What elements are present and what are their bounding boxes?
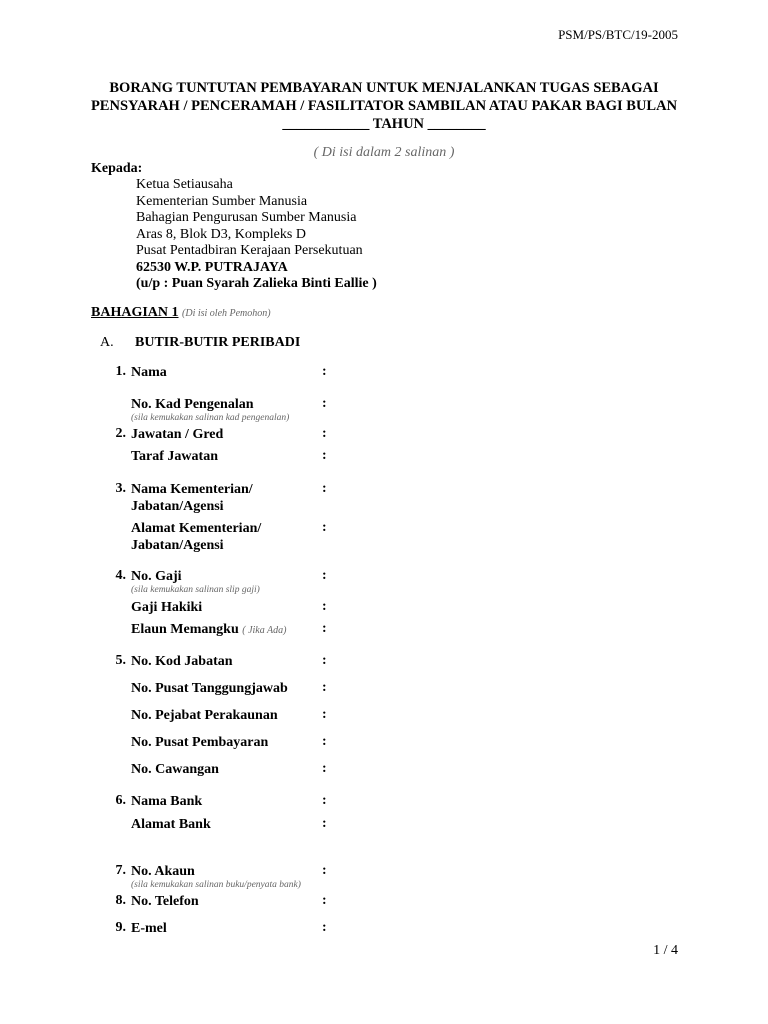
field-label bbox=[131, 364, 167, 381]
field-label bbox=[131, 599, 202, 616]
field-label bbox=[131, 793, 202, 810]
field-label bbox=[131, 761, 219, 778]
copies-note: ( Di isi dalam 2 salinan ) bbox=[313, 145, 455, 160]
field-label-text: Taraf Jawatan bbox=[131, 449, 218, 464]
field-label-text: Alamat Bank bbox=[131, 817, 211, 832]
field-value-colon[interactable]: : bbox=[322, 816, 327, 831]
field-label-text: No. Pusat Pembayaran bbox=[131, 735, 269, 750]
field-hint: (sila kemukakan salinan kad pengenalan) bbox=[131, 413, 290, 423]
field-label-text: Jawatan / Gred bbox=[131, 427, 224, 442]
field-optional-note: ( Jika Ada) bbox=[242, 625, 287, 636]
field-value-colon[interactable]: : bbox=[322, 680, 327, 695]
field-label-text: No. Pejabat Perakaunan bbox=[131, 708, 278, 723]
field-label-text: Nama bbox=[131, 365, 167, 380]
address-line: Bahagian Pengurusan Sumber Manusia bbox=[136, 210, 357, 225]
field-value-colon[interactable]: : bbox=[322, 920, 327, 935]
field-number: 2. bbox=[115, 426, 126, 441]
subsection-title: BUTIR-BUTIR PERIBADI bbox=[135, 335, 301, 350]
field-value-colon[interactable]: : bbox=[322, 621, 327, 636]
address-postcode: 62530 W.P. PUTRAJAYA bbox=[136, 259, 288, 275]
section-title: BAHAGIAN 1 bbox=[91, 305, 179, 320]
field-label-text: E-mel bbox=[131, 921, 167, 936]
recipient-address bbox=[136, 177, 377, 293]
field-label-text: Alamat Kementerian/ bbox=[131, 521, 262, 536]
field-label bbox=[131, 621, 287, 639]
field-value-colon[interactable]: : bbox=[322, 426, 327, 441]
field-hint: (sila kemukakan salinan slip gaji) bbox=[131, 585, 260, 595]
field-value-colon[interactable]: : bbox=[322, 707, 327, 722]
field-label-text: No. Cawangan bbox=[131, 762, 219, 777]
form-title-line-3: ____________ TAHUN ________ bbox=[282, 116, 486, 132]
field-label bbox=[131, 920, 167, 937]
field-label bbox=[131, 893, 199, 910]
field-label-text: Jabatan/Agensi bbox=[131, 538, 224, 553]
field-label bbox=[131, 568, 182, 585]
field-label bbox=[131, 426, 223, 443]
field-value-colon[interactable]: : bbox=[322, 481, 327, 496]
field-value-colon[interactable]: : bbox=[322, 520, 327, 535]
field-value-colon[interactable]: : bbox=[322, 863, 327, 878]
field-value-colon[interactable]: : bbox=[322, 568, 327, 583]
field-label bbox=[131, 481, 253, 515]
form-title-line-1: BORANG TUNTUTAN PEMBAYARAN UNTUK MENJALANKAN TUGAS SEBAGAI bbox=[109, 80, 659, 96]
field-number: 5. bbox=[115, 653, 126, 668]
field-label-text: Elaun Memangku bbox=[131, 622, 239, 637]
field-label-text: No. Pusat Tanggungjawab bbox=[131, 681, 288, 696]
field-label-text: No. Kad Pengenalan bbox=[131, 397, 254, 412]
field-number: 6. bbox=[115, 793, 126, 808]
field-label-text: Nama Kementerian/ bbox=[131, 482, 253, 497]
form-reference-code: PSM/PS/BTC/19-2005 bbox=[558, 27, 678, 42]
field-value-colon[interactable]: : bbox=[322, 793, 327, 808]
subsection-letter: A. bbox=[100, 335, 114, 350]
field-value-colon[interactable]: : bbox=[322, 599, 327, 614]
field-value-colon[interactable]: : bbox=[322, 761, 327, 776]
field-value-colon[interactable]: : bbox=[322, 653, 327, 668]
field-value-colon[interactable]: : bbox=[322, 893, 327, 908]
recipient-label: Kepada: bbox=[91, 161, 143, 176]
subsection-heading bbox=[100, 335, 300, 351]
field-value-colon[interactable]: : bbox=[322, 448, 327, 463]
section-note: (Di isi oleh Pemohon) bbox=[182, 308, 271, 319]
field-number: 1. bbox=[115, 364, 126, 379]
field-label bbox=[131, 734, 268, 751]
field-label-text: Nama Bank bbox=[131, 794, 203, 809]
address-line: Ketua Setiausaha bbox=[136, 177, 233, 192]
page-number: 1 / 4 bbox=[653, 943, 678, 958]
field-label bbox=[131, 816, 211, 833]
field-label bbox=[131, 680, 288, 697]
field-label-text: No. Kod Jabatan bbox=[131, 654, 233, 669]
field-label bbox=[131, 707, 278, 724]
field-value-colon[interactable]: : bbox=[322, 734, 327, 749]
field-number: 9. bbox=[115, 920, 126, 935]
field-number: 4. bbox=[115, 568, 126, 583]
field-label-text: No. Gaji bbox=[131, 569, 182, 584]
address-line: Kementerian Sumber Manusia bbox=[136, 193, 308, 209]
field-label-text: Gaji Hakiki bbox=[131, 600, 203, 615]
field-label-text: No. Akaun bbox=[131, 864, 195, 879]
field-label bbox=[131, 520, 261, 554]
field-number: 8. bbox=[115, 893, 126, 908]
field-label bbox=[131, 396, 254, 413]
field-number: 3. bbox=[115, 481, 126, 496]
field-value-colon[interactable]: : bbox=[322, 396, 327, 411]
section-heading bbox=[91, 305, 271, 321]
field-label bbox=[131, 653, 233, 670]
field-value-colon[interactable]: : bbox=[322, 364, 327, 379]
field-label bbox=[131, 448, 218, 465]
field-label bbox=[131, 863, 195, 880]
form-title-line-2: PENSYARAH / PENCERAMAH / FASILITATOR SAMBILAN ATAU PAKAR BAGI BULAN bbox=[90, 98, 678, 114]
field-number: 7. bbox=[115, 863, 126, 878]
field-label-text: Jabatan/Agensi bbox=[131, 499, 224, 514]
address-attention: (u/p : Puan Syarah Zalieka Binti Eallie ) bbox=[136, 276, 377, 291]
field-label-text: No. Telefon bbox=[131, 894, 199, 909]
address-line: Pusat Pentadbiran Kerajaan Persekutuan bbox=[136, 243, 363, 258]
address-line: Aras 8, Blok D3, Kompleks D bbox=[136, 226, 306, 242]
field-hint: (sila kemukakan salinan buku/penyata bank) bbox=[131, 880, 301, 890]
